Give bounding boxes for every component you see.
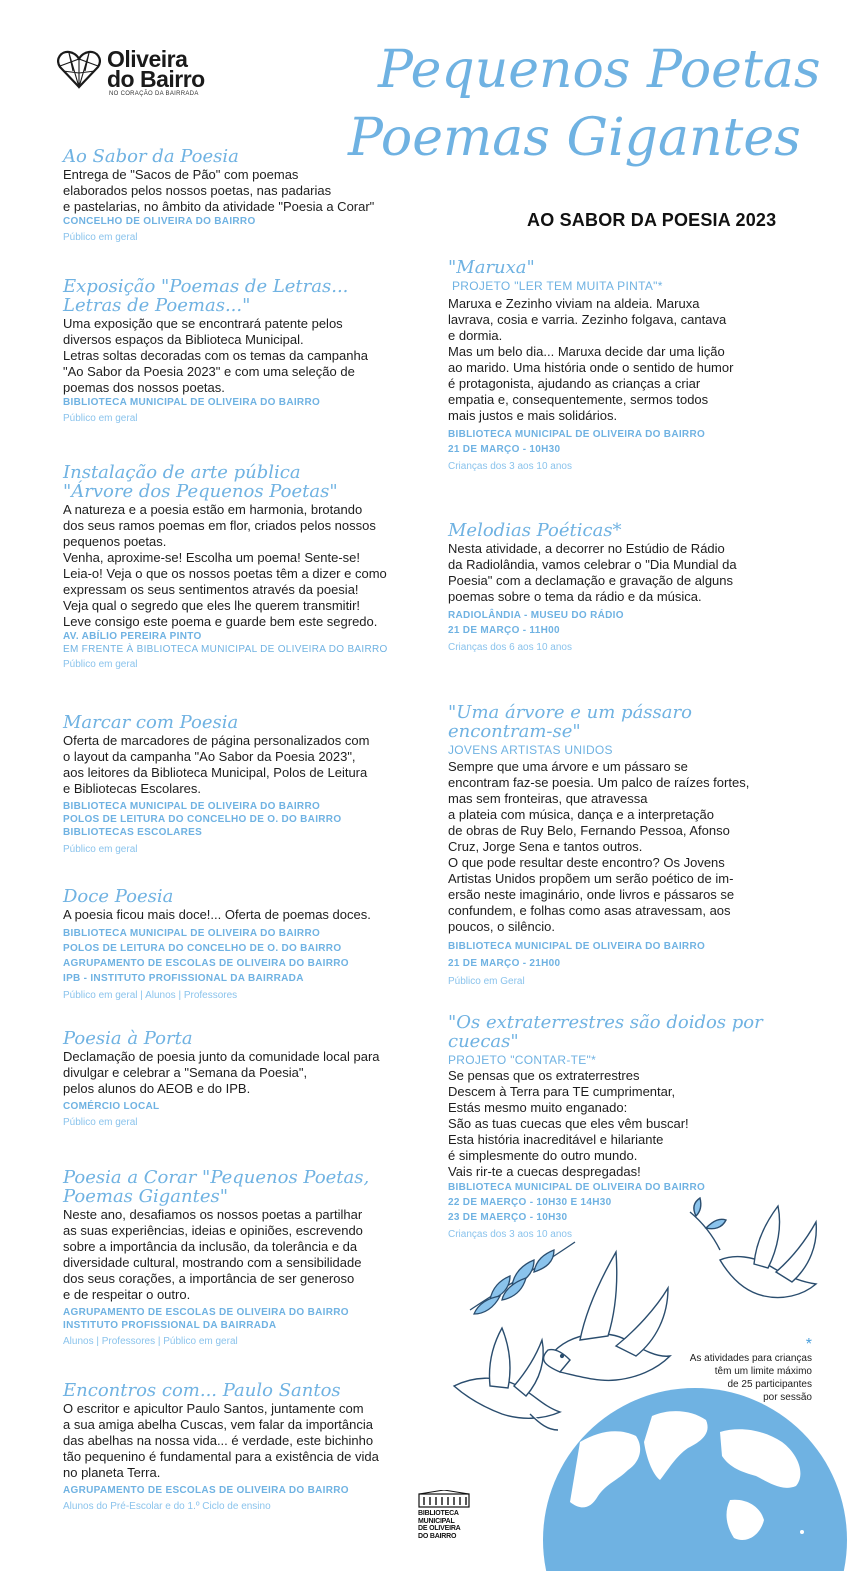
event-title: Melodias Poéticas* bbox=[448, 520, 622, 541]
event-body: Declamação de poesia junto da comunidade local para divulgar e celebrar a "Semana da Poesia", pelos alunos do AEOB e do IPB. bbox=[63, 1049, 380, 1096]
event-subtitle: PROJETO "LER TEM MUITA PINTA"* bbox=[452, 279, 663, 293]
headline-line1: Pequenos Poetas bbox=[378, 40, 821, 100]
event-location: BIBLIOTECA MUNICIPAL DE OLIVEIRA DO BAIRRO bbox=[63, 928, 321, 939]
event-body: Entrega de "Sacos de Pão" com poemas elaborados pelos nossos poetas, nas padarias e pastelarias, no âmbito da atividade "Poesia a Corar" bbox=[63, 167, 375, 214]
event-body: Maruxa e Zezinho viviam na aldeia. Maruxa lavrava, cosia e varria. Zezinho folgava, cantava e dormia. Mas um belo dia... Maruxa decide dar uma lição ao marido. Uma história onde o sentido de humor é protagonista, ajudando as crianças a criar empatia e, consequentemente, sermos todos mais justos e mais solidários. bbox=[448, 296, 734, 423]
event-audience: Público em geral bbox=[63, 1117, 138, 1128]
event-encontros bbox=[63, 1381, 423, 1513]
event-audience: Público em geral bbox=[63, 232, 138, 243]
event-body: Neste ano, desafiamos os nossos poetas a partilhar as suas experiências, ideias e opiniões, escrevendo sobre a importância da inclusão, da tolerância e da diversidade cultural, mostrando com a sensibilidade dos seus corações, a importância de ser generoso e de respeitar o outro. bbox=[63, 1207, 363, 1302]
globe-icon bbox=[543, 1388, 847, 1571]
event-maruxa bbox=[448, 258, 798, 473]
event-body: Se pensas que os extraterrestres Descem à Terra para TE cumprimentar, Estás mesmo muito enganado: São as tuas cuecas que eles vêm buscar! Esta história inacreditável e hilariante é simplesmente do outro mundo. Vais rir-te a cuecas despregadas! bbox=[448, 1068, 689, 1179]
dove-icon bbox=[454, 1328, 560, 1430]
headline-line2: Poemas Gigantes bbox=[348, 108, 801, 168]
event-instalacao bbox=[63, 463, 433, 671]
event-body: A poesia ficou mais doce!... Oferta de poemas doces. bbox=[63, 907, 371, 922]
logo-tagline: NO CORAÇÃO DA BAIRRADA bbox=[109, 91, 199, 97]
event-location: POLOS DE LEITURA DO CONCELHO DE O. DO BAIRRO bbox=[63, 814, 342, 825]
event-title: Ao Sabor da Poesia bbox=[63, 146, 239, 167]
library-logo bbox=[418, 1490, 470, 1546]
library-building-icon bbox=[418, 1490, 470, 1508]
event-body: Nesta atividade, a decorrer no Estúdio de Rádio da Radiolândia, vamos celebrar o "Dia Mundial da Poesia" com a declamação e gravação de alguns poemas sobre o tema da rádio e da música. bbox=[448, 541, 737, 604]
event-date: 23 DE MAERÇO - 10H30 bbox=[448, 1212, 568, 1223]
event-audience: Alunos | Professores | Público em geral bbox=[63, 1336, 238, 1347]
event-title: "Maruxa" bbox=[448, 257, 535, 278]
page-subtitle: AO SABOR DA POESIA 2023 bbox=[527, 210, 777, 230]
event-exposicao bbox=[63, 277, 423, 425]
event-arvore-passaro bbox=[448, 703, 798, 988]
event-location: POLOS DE LEITURA DO CONCELHO DE O. DO BAIRRO bbox=[63, 943, 342, 954]
event-location: INSTITUTO PROFISSIONAL DA BAIRRADA bbox=[63, 1320, 277, 1331]
event-location: IPB - INSTITUTO PROFISSIONAL DA BAIRRADA bbox=[63, 973, 304, 984]
olive-branch-icon bbox=[470, 1242, 575, 1314]
event-marcar bbox=[63, 713, 423, 856]
event-title: Doce Poesia bbox=[63, 886, 174, 907]
event-body: Oferta de marcadores de página personalizados com o layout da campanha "Ao Sabor da Poesia 2023", aos leitores da Biblioteca Municipal, Polos de Leitura e Bibliotecas Escolares. bbox=[63, 733, 370, 796]
heart-logo-icon bbox=[57, 49, 101, 89]
event-body: A natureza e a poesia estão em harmonia, brotando dos seus ramos poemas em flor, criados pelos nossos pequenos poetas. Venha, aproxime-se! Escolha um poema! Sente-se! Leia-o! Veja o que os nossos poetas têm a dizer e como expressam os seus sentimentos através da poesia! Veja qual o segredo que eles lhe querem transmitir! Leve consigo este poema e guarde bem este segredo. bbox=[63, 502, 387, 629]
event-melodias bbox=[448, 521, 798, 654]
event-ao-sabor bbox=[63, 147, 423, 244]
event-location: AGRUPAMENTO DE ESCOLAS DE OLIVEIRA DO BAIRRO bbox=[63, 1307, 349, 1318]
event-location: BIBLIOTECA MUNICIPAL DE OLIVEIRA DO BAIRRO bbox=[448, 1182, 706, 1193]
event-poesia-porta bbox=[63, 1029, 423, 1129]
event-location: BIBLIOTECA MUNICIPAL DE OLIVEIRA DO BAIRRO bbox=[63, 397, 321, 408]
event-title: Instalação de arte pública "Árvore dos Pequenos Poetas" bbox=[63, 462, 338, 502]
library-logo-text: BIBLIOTECA MUNICIPAL DE OLIVEIRA DO BAIRRO bbox=[418, 1510, 461, 1540]
municipality-logo bbox=[57, 47, 227, 99]
event-location: AGRUPAMENTO DE ESCOLAS DE OLIVEIRA DO BAIRRO bbox=[63, 1485, 349, 1496]
event-body: Uma exposição que se encontrará patente pelos diversos espaços da Biblioteca Municipal. Letras soltas decoradas com os temas da campanha "Ao Sabor da Poesia 2023" e com uma seleção de poemas dos nossos poetas. bbox=[63, 316, 368, 395]
children-limit-note bbox=[650, 1338, 812, 1404]
event-location: COMÉRCIO LOCAL bbox=[63, 1101, 160, 1112]
event-location: CONCELHO DE OLIVEIRA DO BAIRRO bbox=[63, 216, 256, 227]
event-title: "Os extraterrestres são doidos por cuecas" bbox=[448, 1012, 763, 1052]
event-location: RADIOLÂNDIA - MUSEU DO RÁDIO bbox=[448, 610, 624, 621]
event-location: BIBLIOTECA MUNICIPAL DE OLIVEIRA DO BAIRRO bbox=[448, 429, 706, 440]
event-location-note: EM FRENTE À BIBLIOTECA MUNICIPAL DE OLIVEIRA DO BAIRRO bbox=[63, 644, 388, 655]
event-title: Poesia à Porta bbox=[63, 1028, 193, 1049]
event-location: BIBLIOTECA MUNICIPAL DE OLIVEIRA DO BAIRRO bbox=[448, 941, 706, 952]
event-subtitle: PROJETO "CONTAR-TE"* bbox=[448, 1053, 597, 1067]
logo-line2: do Bairro bbox=[107, 66, 205, 92]
event-date: 21 DE MARÇO - 11H00 bbox=[448, 625, 560, 636]
event-body: O escritor e apicultor Paulo Santos, juntamente com a sua amiga abelha Cuscas, vem falar da importância das abelhas na nossa vida... é verdade, este bichinho tão pequenino é fundamental para a existência de vida no planeta Terra. bbox=[63, 1401, 379, 1480]
event-subtitle: JOVENS ARTISTAS UNIDOS bbox=[448, 743, 613, 757]
event-poesia-corar bbox=[63, 1168, 423, 1348]
event-title: Poesia a Corar "Pequenos Poetas, Poemas Gigantes" bbox=[63, 1167, 370, 1207]
event-audience: Público em geral bbox=[63, 844, 138, 855]
event-location: AGRUPAMENTO DE ESCOLAS DE OLIVEIRA DO BAIRRO bbox=[63, 958, 349, 969]
event-audience: Público em Geral bbox=[448, 976, 525, 987]
dove-icon bbox=[690, 1198, 816, 1298]
event-title: "Uma árvore e um pássaro encontram-se" bbox=[448, 702, 692, 742]
logo-line1: Oliveira bbox=[107, 46, 188, 72]
event-doce bbox=[63, 887, 423, 1002]
event-body: Sempre que uma árvore e um pássaro se encontram faz-se poesia. Um palco de raízes fortes, mas sem fronteiras, que atravessa a plateia com música, dança e a interpretação de obras de Ruy Belo, Fernando Pessoa, Afonso Cruz, Jorge Sena e tantos outros. O que pode resultar deste encontro? Os Jovens Artistas Unidos propõem um serão poético de im- ersão neste imaginário, onde livros e pássaros se confundem, e folhas como asas atravessam, aos poucos, o silêncio. bbox=[448, 759, 750, 934]
event-date: 21 DE MARÇO - 21H00 bbox=[448, 958, 561, 969]
event-audience: Alunos do Pré-Escolar e do 1.º Ciclo de ensino bbox=[63, 1501, 271, 1512]
event-date: 21 DE MARÇO - 10H30 bbox=[448, 444, 561, 455]
event-location: BIBLIOTECAS ESCOLARES bbox=[63, 827, 203, 838]
event-location: AV. ABÍLIO PEREIRA PINTO bbox=[63, 631, 202, 642]
event-audience: Crianças dos 3 aos 10 anos bbox=[448, 1229, 572, 1240]
note-text: As atividades para crianças têm um limite máximo de 25 participantes por sessão bbox=[689, 1353, 812, 1403]
event-title: Exposição "Poemas de Letras... Letras de Poemas..." bbox=[63, 276, 349, 316]
event-location: BIBLIOTECA MUNICIPAL DE OLIVEIRA DO BAIRRO bbox=[63, 801, 321, 812]
event-audience: Público em geral bbox=[63, 413, 138, 424]
event-title: Marcar com Poesia bbox=[63, 712, 239, 733]
event-audience: Público em geral bbox=[63, 659, 138, 670]
event-audience: Público em geral | Alunos | Professores bbox=[63, 990, 238, 1001]
event-date: 22 DE MAERÇO - 10H30 E 14H30 bbox=[448, 1197, 612, 1208]
event-title: Encontros com... Paulo Santos bbox=[63, 1380, 341, 1401]
note-asterisk: * bbox=[805, 1336, 812, 1353]
event-audience: Crianças dos 3 aos 10 anos bbox=[448, 461, 572, 472]
event-audience: Crianças dos 6 aos 10 anos bbox=[448, 642, 572, 653]
